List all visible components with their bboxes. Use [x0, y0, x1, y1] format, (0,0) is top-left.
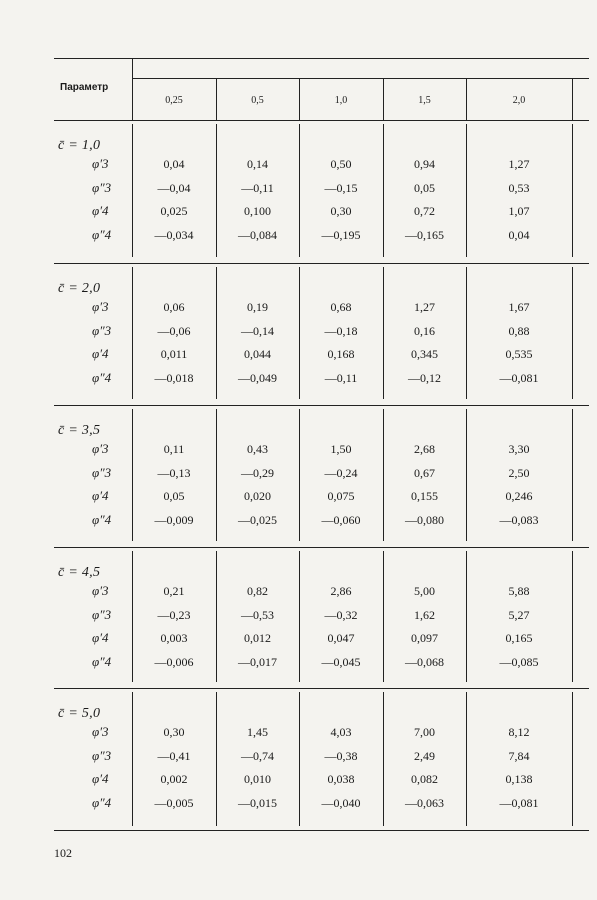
group-separator-1: [54, 263, 589, 264]
header-vline-2: [299, 78, 300, 120]
table-cell: —0,009: [154, 512, 194, 527]
parameter-header: Параметр: [60, 82, 109, 93]
table-cell: 4,03: [330, 725, 352, 739]
table-cell: 0,67: [414, 465, 435, 480]
table-cell: 0,025: [160, 204, 188, 218]
group-label: c̄ = 3,5: [58, 423, 101, 438]
table-cell: 2,50: [508, 465, 530, 480]
table-cell: —0,017: [238, 654, 277, 669]
table-cell: —0,085: [499, 654, 539, 669]
table-cell: 8,12: [508, 725, 530, 739]
table-cell: —0,081: [499, 795, 539, 810]
table-cell: —0,06: [157, 323, 191, 338]
row-parameter: φ′3: [92, 583, 109, 598]
page-number: 102: [54, 846, 72, 860]
table-cell: 5,00: [414, 584, 435, 598]
table-cell: 0,53: [508, 180, 530, 195]
group-3-vline-5: [572, 551, 573, 682]
column-header-1: 0,5: [251, 95, 264, 106]
row-parameter: φ′4: [92, 203, 109, 218]
table-cell: 1,50: [330, 442, 352, 456]
table-cell: 7,00: [414, 725, 435, 739]
row-parameter: φ″3: [92, 322, 112, 338]
table-cell: —0,29: [241, 465, 274, 480]
group-1-vline-4: [466, 267, 467, 399]
row-parameter: φ′4: [92, 630, 109, 645]
group-0-vline-5: [572, 124, 573, 257]
group-4-vline-2: [299, 692, 300, 826]
table-cell: 0,72: [414, 204, 435, 218]
table-cell: 0,002: [160, 772, 188, 786]
table-cell: —0,13: [157, 465, 191, 480]
table-cell: 7,84: [508, 748, 530, 763]
table-cell: —0,068: [405, 654, 444, 669]
table-cell: —0,063: [405, 795, 444, 810]
group-label: c̄ = 4,5: [58, 565, 101, 580]
table-cell: —0,15: [324, 180, 358, 195]
group-2-vline-5: [572, 409, 573, 541]
row-parameter: φ″3: [92, 179, 112, 195]
row-parameter: φ″4: [92, 653, 112, 669]
table-cell: 0,43: [247, 442, 268, 456]
table-cell: —0,060: [321, 512, 361, 527]
table-cell: 0,50: [330, 157, 352, 171]
table-cell: 0,038: [327, 772, 355, 786]
group-1-vline-2: [299, 267, 300, 399]
table-cell: 0,82: [247, 584, 268, 598]
group-0-vline-2: [299, 124, 300, 257]
row-parameter: φ′3: [92, 156, 109, 171]
table-cell: —0,04: [157, 180, 191, 195]
table-cell: 0,246: [505, 489, 533, 503]
table-cell: 0,097: [411, 631, 438, 645]
row-parameter: φ′3: [92, 724, 109, 739]
table-cell: —0,38: [324, 748, 358, 763]
table-cell: 0,165: [505, 631, 533, 645]
table-cell: 1,67: [508, 300, 530, 314]
table-cell: 0,082: [411, 772, 438, 786]
table-cell: 0,94: [414, 157, 435, 171]
table-cell: —0,083: [499, 512, 539, 527]
table-cell: 0,047: [327, 631, 355, 645]
row-parameter: φ′4: [92, 488, 109, 503]
table-cell: 0,30: [163, 725, 185, 739]
table-cell: 0,138: [505, 772, 533, 786]
table-cell: 0,535: [505, 347, 533, 361]
table-cell: 0,14: [247, 157, 268, 171]
table-cell: 0,05: [163, 489, 185, 503]
table-top-rule: [54, 58, 589, 59]
group-separator-3: [54, 547, 589, 548]
table-cell: —0,11: [324, 370, 358, 385]
table-cell: 1,27: [414, 300, 435, 314]
row-parameter: φ″4: [92, 226, 112, 242]
table-cell: 0,06: [163, 300, 185, 314]
group-separator-2: [54, 405, 589, 406]
table-cell: 0,100: [244, 204, 271, 218]
group-1-vline-0: [132, 267, 133, 399]
table-cell: 3,30: [508, 442, 530, 456]
table-cell: —0,081: [499, 370, 539, 385]
table-cell: 0,19: [247, 300, 268, 314]
table-cell: 5,88: [508, 584, 530, 598]
table-cell: 2,68: [414, 442, 435, 456]
table-cell: 1,62: [414, 607, 435, 622]
table-cell: —0,23: [157, 607, 191, 622]
group-label: c̄ = 5,0: [58, 706, 101, 721]
table-cell: 1,27: [508, 157, 530, 171]
group-2-vline-2: [299, 409, 300, 541]
row-parameter: φ′4: [92, 771, 109, 786]
row-parameter: φ′4: [92, 346, 109, 361]
header-vline-1: [216, 78, 217, 120]
table-cell: —0,32: [324, 607, 358, 622]
table-cell: —0,015: [238, 795, 277, 810]
group-0-vline-4: [466, 124, 467, 257]
table-cell: 0,345: [411, 347, 438, 361]
table-cell: 1,07: [508, 204, 530, 218]
table-cell: —0,080: [405, 512, 444, 527]
table-cell: 0,88: [508, 323, 530, 338]
table-cell: 2,49: [414, 748, 435, 763]
table-cell: 0,16: [414, 323, 435, 338]
row-parameter: φ′3: [92, 299, 109, 314]
table-cell: —0,018: [154, 370, 194, 385]
row-parameter: φ″3: [92, 464, 112, 480]
table-cell: —0,18: [324, 323, 358, 338]
table-cell: 5,27: [508, 607, 530, 622]
table-cell: 0,30: [330, 204, 352, 218]
column-header-3: 1,5: [418, 95, 431, 106]
row-parameter: φ″4: [92, 511, 112, 527]
row-parameter: φ″3: [92, 606, 112, 622]
table-cell: —0,025: [238, 512, 277, 527]
header-vline-4: [466, 78, 467, 120]
table-cell: —0,006: [154, 654, 194, 669]
row-parameter: φ″4: [92, 369, 112, 385]
table-cell: 0,05: [414, 180, 435, 195]
table-cell: —0,005: [154, 795, 194, 810]
table-cell: —0,045: [321, 654, 361, 669]
group-1-vline-5: [572, 267, 573, 399]
table-cell: 0,155: [411, 489, 438, 503]
table-bottom-rule: [54, 830, 589, 831]
table-cell: 0,68: [330, 300, 352, 314]
table-cell: 1,45: [247, 725, 268, 739]
column-header-4: 2,0: [512, 95, 526, 106]
table-cell: —0,11: [241, 180, 274, 195]
table-cell: 0,21: [163, 584, 185, 598]
header-subrule: [132, 78, 589, 79]
table-cell: 2,86: [330, 584, 352, 598]
group-0-vline-0: [132, 124, 133, 257]
table-cell: 0,168: [327, 347, 355, 361]
table-cell: 0,020: [244, 489, 271, 503]
group-4-vline-4: [466, 692, 467, 826]
table-cell: 0,010: [244, 772, 271, 786]
group-4-vline-0: [132, 692, 133, 826]
header-vline-stub: [132, 58, 133, 120]
group-2-vline-4: [466, 409, 467, 541]
table-cell: —0,049: [238, 370, 277, 385]
table-cell: —0,53: [241, 607, 274, 622]
table-cell: —0,12: [408, 370, 441, 385]
table-cell: 0,044: [244, 347, 271, 361]
group-4-vline-5: [572, 692, 573, 826]
row-parameter: φ″3: [92, 747, 112, 763]
row-parameter: φ″4: [92, 794, 112, 810]
group-3-vline-2: [299, 551, 300, 682]
group-3-vline-0: [132, 551, 133, 682]
table-cell: 0,011: [160, 347, 188, 361]
table-cell: —0,24: [324, 465, 358, 480]
table-cell: 0,04: [508, 227, 530, 242]
table-cell: —0,195: [321, 227, 361, 242]
group-separator-0: [54, 120, 589, 121]
group-separator-4: [54, 688, 589, 689]
table-cell: 0,11: [163, 442, 185, 456]
table-cell: 0,003: [160, 631, 188, 645]
group-3-vline-4: [466, 551, 467, 682]
table-cell: 0,075: [327, 489, 355, 503]
table-cell: 0,012: [244, 631, 271, 645]
table-cell: —0,14: [241, 323, 274, 338]
group-label: c̄ = 1,0: [58, 138, 101, 153]
table-cell: 0,04: [163, 157, 185, 171]
column-header-0: 0,25: [165, 95, 183, 106]
table-cell: —0,165: [405, 227, 444, 242]
header-vline-3: [383, 78, 384, 120]
row-parameter: φ′3: [92, 441, 109, 456]
table-cell: —0,084: [238, 227, 277, 242]
table-cell: —0,41: [157, 748, 191, 763]
table-cell: —0,74: [241, 748, 274, 763]
table-cell: —0,034: [154, 227, 194, 242]
group-2-vline-0: [132, 409, 133, 541]
group-label: c̄ = 2,0: [58, 281, 101, 296]
header-vline-5: [572, 78, 573, 120]
column-header-2: 1,0: [334, 95, 348, 106]
table-cell: —0,040: [321, 795, 361, 810]
